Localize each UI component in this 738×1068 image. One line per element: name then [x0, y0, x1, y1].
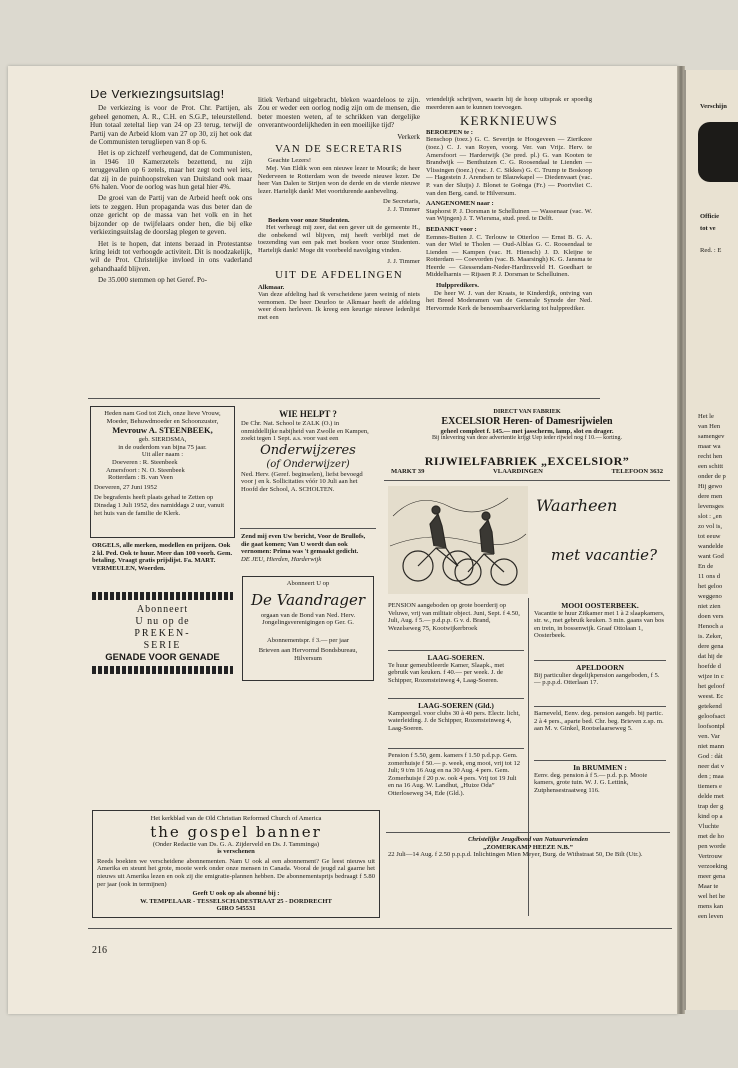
ad-line: Geeft U ook op als abonné bij : — [192, 890, 280, 898]
divider — [534, 660, 666, 661]
adjacent-line: maar wa — [698, 443, 721, 450]
subheading: BEROEPEN te : — [426, 128, 473, 136]
ad-subtitle: (of Onderwijzer) — [266, 458, 350, 470]
ad-text: Pension f 5.50, gem. kamers f 1.50 p.d.p.p. Gem. zomerhuisje f 50.— p. week, eng mooi, vrij tot 12 Juli; 9 t/m 16 Aug en na 30 Aug. 4 pers. Gem. Zomerhuisje f 20 p.w. ook 4 pers. Vrij tot 19 Juli en na 16 Aug. W. Landhut, „Huize Oda” Otterloseweg 34, Ede (Gld.). — [388, 752, 521, 797]
divider — [384, 480, 670, 481]
ad-vacantie — [386, 484, 668, 596]
ad-address: MARKT 39 — [391, 468, 425, 475]
article-title: De Verkiezingsuitslag! — [90, 90, 225, 101]
ad-line: is verschenen — [217, 848, 255, 856]
adjacent-line: trap der g — [698, 803, 724, 810]
adjacent-office: Officie — [700, 213, 720, 220]
ad-text: Reeds boekten we verscheidene abonnementen. Nam U ook al een abonnement? Ge leest nieuws uit Amerika en steunt het grote, mooie werk onder onze mensen in Canada. Vooral de jeugd zal gaarne het nieuws uit Amerika lezen en ook zij die emigratie-plannen hebben. De abonnementsprijs bedraagt f 5.80 per jaar (ook in termijnen) — [97, 857, 375, 888]
adjacent-line: onder de p — [698, 473, 726, 480]
adjacent-text — [698, 412, 727, 922]
adjacent-line: dere gena — [698, 643, 724, 650]
notice-intro: Heden nam God tot Zich, onze lieve Vrouw, Moeder, Behuwdmoeder en Schoonzuster, — [104, 410, 221, 425]
ad-title: LAAG-SOEREN. — [427, 653, 485, 662]
adjacent-line: weest. Ec — [698, 693, 724, 700]
paragraph: De 35.000 stemmen op het Geref. Po- — [98, 276, 207, 285]
ad-title: LAAG-SOEREN (Gld.) — [418, 701, 494, 710]
adjacent-line: En de — [698, 563, 714, 570]
adjacent-line: loofsontpl — [698, 723, 725, 730]
ad-text: Zend mij even Uw bericht, Voor de Brullofs, die gaat komen; Van U wordt dan ook vernomen: Prima was 't gemaakt gedicht. — [241, 533, 366, 556]
paragraph: De groei van de Partij van de Arbeid heeft ook ons iets te zeggen. Hun propaganda was dus beter dan de onze gericht op de massa van het volk en in het bijzonder op de twijfelaars onder hen, die bij elke verkiezingsuitslag de doorslag plegen te geven. — [90, 194, 252, 237]
ad-address: Brieven aan Hervormd Bondsbureau, Hilversum — [258, 647, 358, 662]
paragraph: Het verheugt mij zeer, dat een gever uit de gemeente H., die onbekend wil blijven, mij heeft verblijd met de toezending van een pak met boeken voor onze Studenten. Hartelijk dank! Moge dit voorbeeld navolging vinden. — [258, 224, 420, 254]
ad-title: In BRUMMEN : — [573, 763, 627, 772]
ad-line: U nu op de — [135, 616, 190, 627]
adjacent-line: pen worde — [698, 843, 726, 850]
subheading: Boeken voor onze Studenten. — [268, 216, 350, 224]
section-title-kerknieuws: KERKNIEUWS — [460, 113, 558, 129]
adjacent-red: Red. : E — [700, 247, 722, 254]
ad-title: the gospel banner — [150, 822, 322, 841]
divider — [88, 398, 600, 399]
ad-title: EXCELSIOR Heren- of Damesrijwielen — [441, 415, 613, 427]
section-title-afdelingen: UIT DE AFDELINGEN — [275, 269, 403, 282]
ad-line: Abonneert — [136, 604, 189, 615]
ad-address: VLAARDINGEN — [493, 468, 543, 475]
ad-big: RIJWIELFABRIEK „EXCELSIOR” — [424, 454, 630, 468]
adjacent-line: slot : „en — [698, 513, 722, 520]
paragraph: De verkiezing is voor de Prot. Chr. Partijen, als geheel genomen, A. R., C.H. en S.G.P., teleurstellend. Hun totaal zeteltal liep van 24 op 23 terug, terwijl de Partij van de Arbeid klom van 27 op 30, zij het ook dat de Communisten terugliepen van 8 op 6. — [90, 104, 252, 147]
ad-top: DIRECT VAN FABRIEK — [493, 408, 561, 415]
paragraph: litiek Verband uitgebracht, bleken waardeloos te zijn. Zou er weder een oorlog nodig zijn om de mensen, die beter moesten weten, af te schrikken van dergelijke onverantwoordelijkheden in een moeilijke tijd? — [258, 96, 420, 130]
adjacent-line: Het le — [698, 413, 714, 420]
ad-laag-soeren — [386, 652, 526, 698]
adjacent-line: niet mann — [698, 743, 725, 750]
paragraph: vriendelijk schrijven, waarin hij de hoop uitsprak er spoedig meerderen aan te kunnen toevoegen. — [426, 96, 592, 111]
ad-giro: GIRO 545531 — [216, 905, 256, 913]
adjacent-line: samengev — [698, 433, 725, 440]
adjacent-line: mens kan — [698, 903, 724, 910]
ad-line: geheel compleet f. 145.— met jasscherm, lamp, slot en drager. — [440, 427, 614, 435]
divider — [528, 598, 529, 916]
ad-preken-serie — [90, 588, 235, 683]
adjacent-line: den ; maa — [698, 773, 724, 780]
ad-wie-helpt — [238, 406, 378, 526]
ad-pension — [386, 600, 526, 650]
ad-title: De Vaandrager — [250, 590, 366, 609]
notice-date: Doeveren, 27 Juni 1952 — [94, 483, 157, 491]
adjacent-line: want God — [698, 553, 724, 560]
ad-title: WIE HELPT ? — [279, 409, 337, 419]
signature: J. J. Timmer — [387, 257, 420, 265]
subheading: Hulppredikers. — [436, 282, 479, 290]
adjacent-line: recht hen — [698, 453, 723, 460]
adjacent-line: weggeno — [698, 593, 722, 600]
ad-headline: met vacantie? — [551, 546, 658, 564]
ad-text: ORGELS, alle merken, modellen en prijzen. Ook 2 kl. Ped. Ook te huur. Meer dan 100 voorh. Gem. betaling. Vraagt gratis prijslijst. Fa. MART. VERMEULEN, Woerden. — [92, 542, 233, 572]
ad-brullofs — [238, 530, 378, 572]
ad-line: Bij inlevering van deze advertentie krijgt Uep ieder rijwiel nog f 10.— korting. — [432, 435, 622, 442]
ad-text: Barneveld, Eenv. deg. pension aangeb. bij partic. 2 à 4 pers., aparte bed. Chr. beg. Brieven z.sp. m. aan M. v. Ginkel, Rootselaarseweg 5. — [534, 710, 664, 733]
paragraph: Mej. Van Eldik won een nieuwe lezer te Mourik; de heer Nederveen te Rotterdam won de tweede nieuwe lezer. De heer Van Dalen te Strijen won de derde en de vierde nieuwe lezer. Hartelijk dank! Met voortdurende aanbeveling. — [258, 165, 420, 195]
adjacent-line: levensges — [698, 503, 724, 510]
divider — [88, 928, 672, 929]
ad-big-title: Onderwijzeres — [260, 442, 356, 458]
adjacent-line: ven. Var — [698, 733, 720, 740]
ad-line: Christelijke Jeugdbond van Natuurvrienden — [468, 836, 588, 843]
adjacent-line: verzoeking — [698, 863, 728, 870]
ad-line: PREKEN- — [134, 628, 191, 639]
page-number: 216 — [92, 945, 107, 956]
ad-line: GENADE VOOR GENADE — [105, 652, 220, 663]
adjacent-line: is. Zeker, — [698, 633, 723, 640]
cyclists-illustration — [388, 486, 528, 594]
signature: Verkerk — [397, 132, 420, 141]
divider — [386, 832, 670, 833]
adjacent-tot: tot ve — [700, 225, 716, 232]
adjacent-line: Maar te — [698, 883, 719, 890]
ad-editors: (Onder Redactie van Ds. G. A. Zijderveld en Ds. J. Tamminga) — [152, 840, 320, 848]
adjacent-line: niet zien — [698, 603, 721, 610]
ad-top: Abonneert U op — [286, 580, 330, 587]
paragraph: Het is op zichzelf verheugend, dat de Communisten, in 1946 10 Kamerzetels bezettend, nu zijn teruggevallen op 6 zetels, maar het zegt toch wel iets, dat zij in de puinhoopstreken van Duitsland ook maar 6% halen. Voor de oorlog was hun getal hier 4%. — [90, 149, 252, 192]
adjacent-line: God : dát — [698, 753, 723, 760]
ad-address: W. TEMPELAAR - TESSELSCHADESTRAAT 25 - DORDRECHT — [140, 897, 332, 905]
notice-born: geb. SIERDSMA, — [138, 436, 187, 444]
adjacent-line: hoefde d — [698, 663, 721, 670]
adjacent-logo — [698, 122, 738, 182]
ad-text: Ned. Herv. (Geref. beginselen), liefst bevoegd voor j en k. Sollicitaties vóór 10 Juli aan het Hoofd der School, A. SCHOLTEN. — [241, 470, 363, 493]
adjacent-line: Vluchte — [698, 823, 719, 830]
notice-burial: De begrafenis heeft plaats gehad te Zetten op Dinsdag 1 Juli 1952, des namiddags 2 uur, vanuit het huis van de familie de Klerk. — [94, 494, 225, 517]
ad-vaandrager — [242, 576, 374, 681]
paragraph: Eemnes-Buiten J. C. Terlouw te Otterloo — Ernst B. G. A. van der Wiel te Tholen — Oud-Alblas G. C. Roosendaal te Lienden — Kampen (vac. H. Hiensch) J. D. Kleijne te Rotterdam — Coevorden (vac. B. Maarsingh) K. G. Jansma te Heerde — Giessendam-Neder-Hardinxveld H. Goedhart te Middelharnis — Rijssen P. J. Dorsman te Schelluinen. — [426, 233, 592, 279]
column-two — [258, 96, 420, 384]
ad-text: Te huur gemeubileerde Kamer, Slaapk., met gebruik van keuken. f 40.— per week. J. de Schipper, Rozensteinweg 4, Laag-Soeren. — [388, 661, 505, 684]
ad-intro: Het kerkblad van de Old Christian Reformed Church of America — [150, 815, 322, 822]
divider — [240, 528, 376, 529]
adjacent-line: wel het he — [698, 893, 726, 900]
subheading: BEDANKT voor : — [426, 225, 477, 233]
adjacent-line: geloofsact — [698, 713, 726, 720]
adjacent-line: zo vol is, — [698, 523, 722, 530]
ad-gospel-banner — [92, 810, 380, 918]
decorative-border — [92, 592, 233, 600]
ad-rijwielfabriek — [384, 454, 670, 478]
ad-excelsior — [384, 406, 670, 454]
paragraph: De heer W. J. van der Kraats, te Kinderdijk, ontving van het Breed Moderamen van de Generale Synode der Ned. Hervormde Kerk de benoembaarverklaring tot hulpprediker. — [426, 289, 592, 312]
ad-text: 22 Juli—14 Aug. f 2.50 p.p.p.d. Inlichtingen Mien Meyer, Burg. de Withstraat 50, De Bilt (Utr.). — [388, 851, 643, 859]
ad-text: Bij particulier degelijkpension aangeboden, f 5.— p.p.p.d. Otterlaan 17. — [534, 671, 660, 687]
ad-brummen — [532, 762, 668, 812]
signature: De Secretaris, — [383, 198, 420, 206]
adjacent-line: een leven — [698, 913, 724, 920]
adjacent-line: neer dat v — [698, 763, 724, 770]
greeting: Geachte Lezers! — [268, 157, 312, 165]
notice-relative: Rotterdam : B. van Veen — [108, 474, 173, 482]
adjacent-line: Hij gewo — [698, 483, 723, 490]
divider — [388, 748, 524, 749]
adjacent-line: dat hij de — [698, 653, 723, 660]
adjacent-line: Vertrouw — [698, 853, 723, 860]
ad-barneveld — [532, 708, 668, 758]
adjacent-line: van Hen — [698, 423, 721, 430]
adjacent-line: wijze in c — [698, 673, 724, 680]
adjacent-line: met de ho — [698, 833, 725, 840]
adjacent-line: een schitt — [698, 463, 724, 470]
adjacent-line: tiemers e — [698, 783, 722, 790]
paragraph: Benschop (toez.) G. C. Severijn te Hoogeveen — Zierikzee (toez.) C. J. van Royen, voorg. Ver. van Vrijz. Herv. te Amersfoort — Harderwijk (3e pred. pl.) G. van Kooten te Brandwijk — Benthuizen C. G. Roosendaal te Lienden — Vlissingen (toez.) (vac. J. C. Sikkes) G. C. Trump te Boskoop — Hagestein J. Arendsen te Blauwkapel — Diedenvaart (vac. P. van der Sluijs) J. Blonet te Goënga (Fr.) — Poortvliet C. van den Berg, cand. te Hilversum. — [426, 136, 592, 197]
ad-title: APELDOORN — [576, 663, 624, 672]
ad-text: Vacantie te huur Zitkamer met 1 à 2 slaapkamers, str. w., met gebruik keuken. 3 min. gaans van bos en trein, in bossenwijk. Graaf Ottolaan 1, Oosterbeek. — [534, 609, 665, 640]
notice-age: in de ouderdom van bijna 75 jaar. — [118, 443, 207, 451]
adjacent-line: tot eeuw — [698, 533, 721, 540]
ad-death-notice — [90, 406, 235, 538]
ad-pension-ede — [386, 750, 526, 830]
adjacent-line: getekend — [698, 703, 722, 710]
ad-text: orgaan van de Bond van Ned. Herv. Jongelingsverenigingen op Ger. G. — [260, 611, 356, 627]
notice-relative: Doeveren : R. Steenbeek — [112, 458, 178, 466]
decorative-border — [92, 666, 233, 674]
adjacent-page — [684, 70, 738, 1010]
ad-signature: DE JEU, Hierden, Harderwijk — [241, 555, 322, 563]
divider — [388, 650, 524, 651]
ad-text: Kampeergel. voor clubs 30 à 40 pers. Electr. licht, waterleiding. J. de Schipper, Rozensteinweg 4, Laag-Soeren. — [388, 709, 521, 732]
ad-headline: Waarheen — [536, 496, 618, 515]
adjacent-line: wandelde — [698, 543, 724, 550]
subheading: AANGENOMEN naar : — [426, 200, 494, 208]
ad-line: SERIE — [143, 640, 182, 651]
notice-all: Uit aller naam : — [141, 451, 184, 459]
ad-zomerkamp — [386, 834, 670, 868]
ad-address: TELEFOON 3632 — [611, 468, 663, 475]
divider — [534, 760, 666, 761]
ad-text: PENSION aangeboden op grote boerderij op Veluwe, vrij van militair object. Juni, Sept. f 4.50, Juli, Aug. f 5.— p.d.p.p. G v. d. Brand, Wezelseweg 75, Kootwijkerbroek — [388, 602, 520, 632]
ad-price: Abonnementspr. f 3.— per jaar — [266, 636, 350, 644]
ad-title: MOOI OOSTERBEEK. — [561, 601, 639, 610]
column-three — [426, 96, 592, 384]
ad-laag-soeren-gld — [386, 700, 526, 746]
article-verkiezingsuitslag — [90, 90, 252, 382]
section-title-secretaris: VAN DE SECRETARIS — [274, 143, 404, 156]
ad-oosterbeek — [532, 600, 668, 658]
signature: J. J. Timmer — [387, 206, 420, 213]
notice-name: Mevrouw A. STEENBEEK, — [112, 425, 213, 436]
adjacent-line: kind op a — [698, 813, 723, 820]
ad-line: „ZOMERKAMP HEEZE N.B.” — [483, 843, 573, 851]
paragraph: Staphorst P. J. Dorsman te Schelluinen — Wassenaar (vac. W. van Wijngen) J. T. Wiersma, stud. pred. te Delft. — [426, 207, 592, 223]
adjacent-line: Henoch a — [698, 623, 724, 630]
divider — [534, 706, 666, 707]
divider — [388, 698, 524, 699]
adjacent-line: delde met — [698, 793, 724, 800]
adjacent-line: het geloo — [698, 583, 723, 590]
notice-relative: Amersfoort : N. O. Steenbeek — [106, 466, 185, 474]
adjacent-line: 11 ons d — [698, 573, 721, 580]
adjacent-line: meer gena — [698, 873, 726, 880]
subheading: Alkmaar. — [258, 283, 285, 291]
paragraph: Het is te hopen, dat intens beraad in Protestantse kring leidt tot verhoogde activiteit. Dit is noodzakelijk, wil de Prot. Christelijke invloed in ons vaderland gehandhaafd blijven. — [90, 239, 252, 273]
paragraph: Van deze afdeling had ik verscheidene jaren weinig of niets vernomen. De heer Deurloo te Alkmaar heeft de afdeling weer doen herleven. Ik kreeg een keurige nieuwe ledenlijst met een — [258, 291, 420, 321]
adjacent-line: dere men — [698, 493, 723, 500]
adjacent-line: het geloof — [698, 683, 725, 690]
adjacent-line: doen vers — [698, 613, 724, 620]
ad-address-row — [385, 468, 669, 476]
adjacent-header: Verschijn — [700, 103, 727, 110]
ad-text: Eenv. deg. pension à f 5.— p.d. p.p. Mooie kamers, grote tuin. W. J. G. Lettink, Zutphensestraatweg 116. — [534, 771, 648, 794]
newspaper-page — [8, 66, 678, 1014]
ad-orgels — [90, 540, 235, 582]
ad-apeldoorn — [532, 662, 668, 704]
ad-text: De Chr. Nat. School te ZALK (O.) in onmiddellijke nabijheid van Zwolle en Kampen, zoekt tegen 1 Sept. a.s. voor vast een — [241, 420, 369, 443]
